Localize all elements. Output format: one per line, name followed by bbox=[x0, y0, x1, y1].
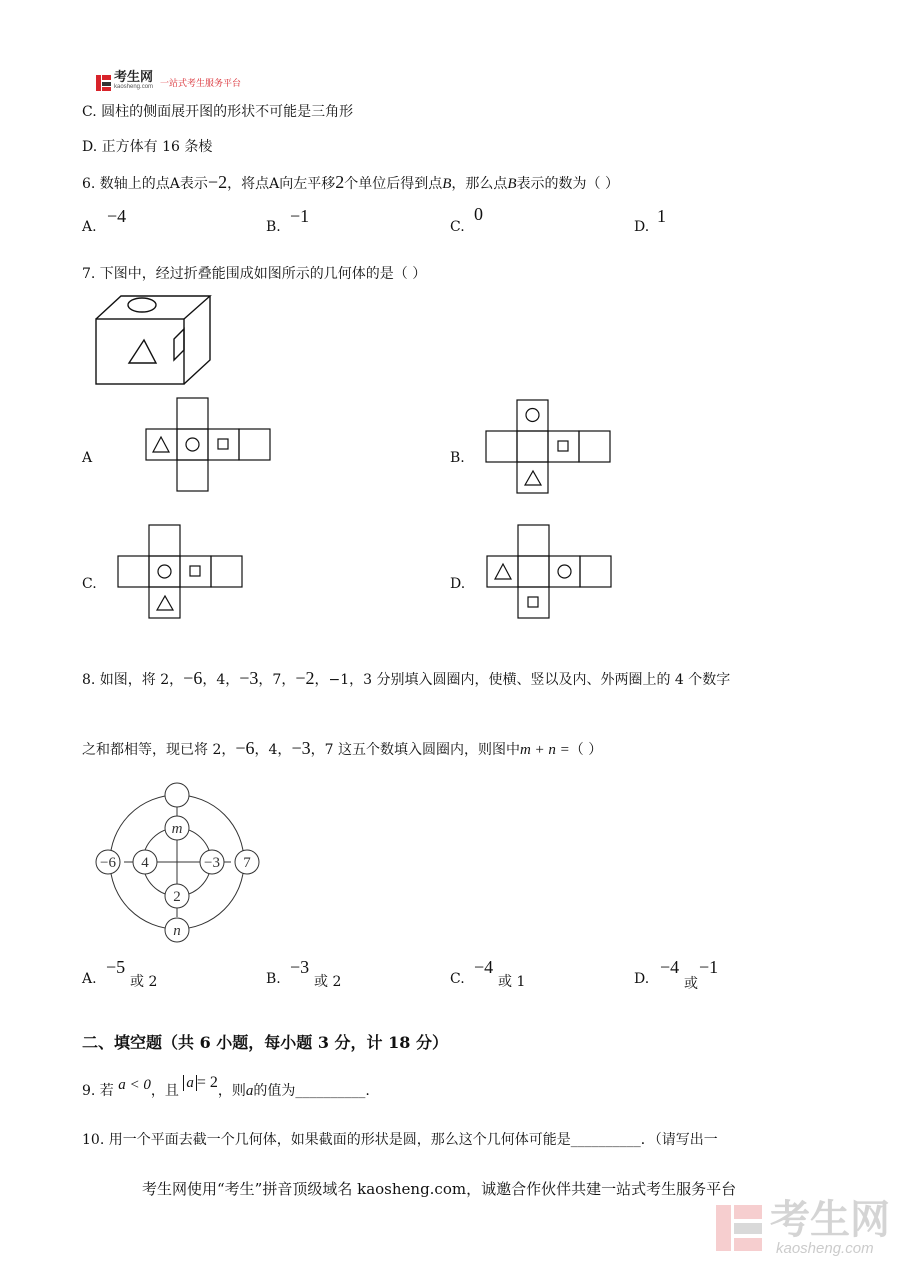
q8-expr: m + n = bbox=[519, 742, 570, 758]
q7-label-b: B. bbox=[450, 450, 465, 466]
net-c bbox=[117, 524, 245, 620]
q8-option-c-sep: 或 1 bbox=[498, 974, 526, 990]
q9-abs bbox=[183, 1075, 218, 1091]
q6-option-b-label: B. bbox=[266, 219, 281, 235]
q6-option-d-value: 1 bbox=[657, 206, 666, 226]
q8-option-c-v1: −4 bbox=[474, 957, 494, 977]
q8-n1: −6 bbox=[183, 668, 203, 688]
q6-option-b-value: −1 bbox=[290, 206, 310, 226]
q8-l1-c: ，7， bbox=[258, 672, 296, 688]
q9-post-b: 的值为__________. bbox=[253, 1083, 370, 1099]
q5-option-c: C. 圆柱的侧面展开图的形状不可能是三角形 bbox=[82, 104, 354, 120]
q8-option-d-label: D. bbox=[634, 971, 650, 987]
q8-option-d-sep: 或 bbox=[684, 976, 698, 992]
diagram-n: n bbox=[173, 923, 181, 939]
q6-question bbox=[82, 170, 619, 196]
q8-option-d-v1: −4 bbox=[660, 957, 680, 977]
q9-mid: ，且 bbox=[150, 1083, 179, 1099]
q8-option-d-v2: −1 bbox=[699, 957, 719, 977]
header-logo bbox=[96, 72, 112, 92]
q9-abs-eq: = 2 bbox=[196, 1074, 218, 1091]
q6-option-a-label: A. bbox=[82, 219, 97, 235]
q10-question: 10. 用一个平面去截一个几何体，如果截面的形状是圆，那么这个几何体可能是__________．（请写出一 bbox=[82, 1132, 718, 1148]
q8-l1-a: 8. 如图，将 2， bbox=[82, 672, 184, 688]
q8-l2-c: ，7 这五个数填入圆圈内，则图中 bbox=[310, 742, 520, 758]
q8-l2-a: 之和都相等，现已将 2， bbox=[82, 742, 236, 758]
q6-text-d: ，那么点 bbox=[451, 176, 508, 192]
logo-name: 考生网 bbox=[114, 69, 154, 84]
footer-text: 考生网使用“考生”拼音顶级域名 kaosheng.com，诚邀合作伙伴共建一站式考生服务平台 bbox=[142, 1180, 737, 1198]
q9-cond1: a < 0 bbox=[118, 1077, 151, 1093]
q8-option-b-sep: 或 2 bbox=[314, 974, 342, 990]
q8-circle-diagram bbox=[88, 780, 268, 946]
net-a bbox=[144, 397, 274, 493]
diagram-right-outer: 7 bbox=[243, 855, 251, 871]
q6-val-a: −2 bbox=[207, 172, 228, 192]
q8-n2: −3 bbox=[239, 668, 259, 688]
q6-var-b2: B bbox=[507, 176, 517, 192]
q6-text-e: 表示的数为（ ） bbox=[516, 176, 619, 192]
q6-option-a-value: −4 bbox=[107, 206, 127, 226]
q8-option-b-v1: −3 bbox=[290, 957, 310, 977]
q9-var: a bbox=[245, 1083, 254, 1099]
q6-text-c: 个单位后得到点 bbox=[344, 176, 443, 192]
q5-option-d: D. 正方体有 16 条棱 bbox=[82, 139, 213, 155]
q9-abs-var: a bbox=[183, 1075, 197, 1091]
diagram-left-inner: 4 bbox=[141, 855, 149, 871]
diagram-right-inner: −3 bbox=[204, 855, 220, 871]
net-d bbox=[486, 524, 614, 620]
q8-option-a-label: A. bbox=[82, 971, 97, 987]
q8-l2-d: （ ） bbox=[569, 742, 603, 758]
q7-label-d: D. bbox=[450, 576, 466, 592]
q6-option-d-label: D. bbox=[634, 219, 650, 235]
q6-text-a: 6. 数轴上的点A表示 bbox=[82, 176, 208, 192]
q9-post-a: ，则 bbox=[217, 1083, 246, 1099]
watermark-logo-icon bbox=[716, 1203, 766, 1253]
q8-line2 bbox=[82, 736, 602, 762]
q6-val-2: 2 bbox=[335, 172, 345, 192]
q8-n5: −3 bbox=[291, 738, 311, 758]
q8-option-a-v1: −5 bbox=[106, 957, 126, 977]
q8-option-a-sep: 或 2 bbox=[130, 974, 158, 990]
net-b bbox=[485, 399, 611, 495]
q6-option-c-value: 0 bbox=[474, 204, 483, 224]
q9-pre: 9. 若 bbox=[82, 1083, 114, 1099]
q6-text-b: ，将点A向左平移 bbox=[227, 176, 336, 192]
q8-l1-d: ，−1，3 分别填入圆圈内，使横、竖以及内、外两圈上的 4 个数字 bbox=[314, 672, 731, 688]
q8-n4: −6 bbox=[235, 738, 255, 758]
watermark-name: 考生网 bbox=[770, 1198, 890, 1242]
q8-l2-b: ，4， bbox=[254, 742, 292, 758]
q7-label-c: C. bbox=[82, 576, 97, 592]
q9-question bbox=[82, 1074, 370, 1104]
q7-question: 7. 下图中，经过折叠能围成如图所示的几何体的是（ ） bbox=[82, 266, 427, 282]
q8-option-b-label: B. bbox=[266, 971, 281, 987]
diagram-bottom-inner: 2 bbox=[173, 889, 181, 905]
watermark-domain: kaosheng.com bbox=[776, 1240, 874, 1257]
watermark bbox=[716, 1203, 766, 1253]
q6-var-b: B bbox=[442, 176, 452, 192]
cube-figure bbox=[94, 294, 214, 386]
q8-l1-b: ，4， bbox=[202, 672, 240, 688]
q7-label-a: A bbox=[82, 450, 93, 466]
logo-icon bbox=[96, 74, 112, 92]
section-2-heading: 二、填空题（共 6 小题，每小题 3 分，计 18 分） bbox=[82, 1033, 448, 1052]
q8-option-c-label: C. bbox=[450, 971, 465, 987]
q8-line1 bbox=[82, 666, 730, 692]
logo-slogan: 一站式考生服务平台 bbox=[160, 78, 242, 88]
logo-domain: kaosheng.com bbox=[114, 84, 154, 90]
q8-n3: −2 bbox=[295, 668, 315, 688]
diagram-left-outer: −6 bbox=[100, 855, 116, 871]
diagram-m: m bbox=[171, 821, 183, 837]
q6-option-c-label: C. bbox=[450, 219, 465, 235]
